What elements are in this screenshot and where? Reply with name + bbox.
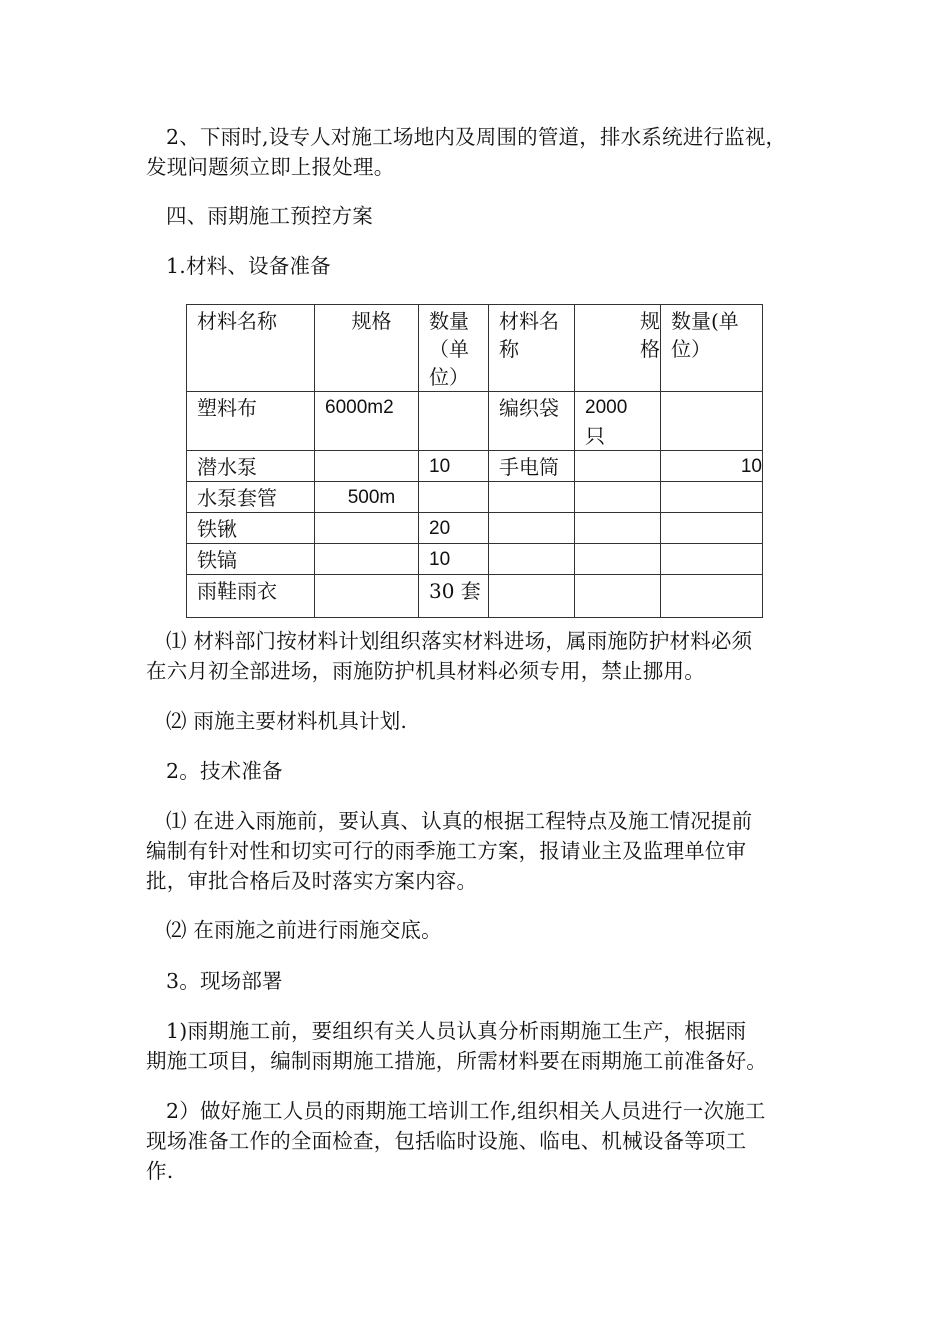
table-cell: 6000m2 xyxy=(315,392,419,451)
text-line: 2、下雨时,设专人对施工场地内及周围的管道，排水系统进行监视， xyxy=(166,125,787,149)
table-cell xyxy=(661,544,763,575)
table-cell: 10 xyxy=(661,451,763,482)
table-cell: 水泵套管 xyxy=(187,482,315,513)
table-header-row xyxy=(187,305,763,392)
table-row xyxy=(187,482,763,513)
table-cell xyxy=(661,575,763,618)
cell-line: 材料名 xyxy=(499,309,559,333)
table-cell: 塑料布 xyxy=(187,392,315,451)
table-cell xyxy=(575,544,661,575)
cell-line: 数量 xyxy=(429,309,469,333)
table-cell xyxy=(315,513,419,544)
table-cell xyxy=(575,392,661,451)
table-row xyxy=(187,544,763,575)
table-cell: 30 套 xyxy=(419,575,489,618)
text-line: 作. xyxy=(146,1159,174,1183)
table-cell: 编织袋 xyxy=(489,392,575,451)
text-line: 发现问题须立即上报处理。 xyxy=(146,155,395,179)
section-heading: 四、雨期施工预控方案 xyxy=(166,204,373,228)
subsection-heading: 3。现场部署 xyxy=(166,969,283,993)
table-row xyxy=(187,392,763,451)
cell-line: 称 xyxy=(499,337,519,361)
table-cell: 10 xyxy=(419,451,489,482)
text-line: ⑴ 材料部门按材料计划组织落实材料进场，属雨施防护材料必须 xyxy=(166,629,753,653)
paragraph-material-plan: ⑵ 雨施主要材料机具计划. xyxy=(166,709,408,733)
table-cell: 雨鞋雨衣 xyxy=(187,575,315,618)
text-line: 期施工项目，编制雨期施工措施，所需材料要在雨期施工前准备好。 xyxy=(146,1049,767,1073)
table-cell xyxy=(489,575,575,618)
table-row xyxy=(187,451,763,482)
table-cell xyxy=(575,451,661,482)
table-cell xyxy=(661,513,763,544)
table-cell: 铁镐 xyxy=(187,544,315,575)
table-cell xyxy=(575,513,661,544)
table-cell xyxy=(575,575,661,618)
cell-line: 位） xyxy=(429,365,469,389)
text-line: 2）做好施工人员的雨期施工培训工作,组织相关人员进行一次施工 xyxy=(166,1099,766,1123)
table-cell xyxy=(489,482,575,513)
cell-line: 格 xyxy=(640,337,660,361)
table-cell: 潜水泵 xyxy=(187,451,315,482)
paragraph-material-entry xyxy=(146,626,826,686)
paragraph-site-preparation xyxy=(146,1016,826,1076)
text-line: ⑴ 在进入雨施前，要认真、认真的根据工程特点及施工情况提前 xyxy=(166,809,753,833)
materials-table xyxy=(186,304,763,618)
table-header-cell xyxy=(419,305,489,392)
table-cell xyxy=(419,392,489,451)
table-cell xyxy=(315,544,419,575)
paragraph-construction-plan xyxy=(146,806,826,896)
table-row xyxy=(187,575,763,618)
table-header-cell xyxy=(489,305,575,392)
text-line: 批，审批合格后及时落实方案内容。 xyxy=(146,869,478,893)
cell-line: 只 xyxy=(585,424,605,448)
cell-line: 数量(单 xyxy=(671,309,739,333)
table-cell: 500m xyxy=(315,482,419,513)
text-line: 现场准备工作的全面检查，包括临时设施、临电、机械设备等项工 xyxy=(146,1129,747,1153)
table-cell xyxy=(661,392,763,451)
paragraph-briefing: ⑵ 在雨施之前进行雨施交底。 xyxy=(166,918,442,942)
text-line: 在六月初全部进场，雨施防护机具材料必须专用，禁止挪用。 xyxy=(146,659,705,683)
table-cell xyxy=(315,451,419,482)
paragraph-training-inspection xyxy=(146,1096,826,1186)
table-cell: 20 xyxy=(419,513,489,544)
table-header-cell: 规格 xyxy=(315,305,419,392)
table-row xyxy=(187,513,763,544)
table-header-cell xyxy=(575,305,661,392)
cell-line: （单 xyxy=(429,337,469,361)
table-cell: 10 xyxy=(419,544,489,575)
paragraph-rain-monitoring xyxy=(146,122,826,182)
table-cell xyxy=(489,544,575,575)
table-cell: 铁锹 xyxy=(187,513,315,544)
table-cell xyxy=(315,575,419,618)
table-cell xyxy=(489,513,575,544)
cell-line: 规 xyxy=(640,309,660,333)
cell-line: 位） xyxy=(671,337,711,361)
table-cell xyxy=(661,482,763,513)
table-header-cell: 材料名称 xyxy=(187,305,315,392)
subsection-heading: 2。技术准备 xyxy=(166,759,283,783)
table-cell xyxy=(575,482,661,513)
text-line: 1)雨期施工前，要组织有关人员认真分析雨期施工生产，根据雨 xyxy=(166,1019,747,1043)
table-cell: 手电筒 xyxy=(489,451,575,482)
table-header-cell xyxy=(661,305,763,392)
table-cell xyxy=(419,482,489,513)
text-line: 编制有针对性和切实可行的雨季施工方案，报请业主及监理单位审 xyxy=(146,839,747,863)
cell-line: 2000 xyxy=(585,397,628,418)
subsection-heading: 1.材料、设备准备 xyxy=(166,254,331,278)
